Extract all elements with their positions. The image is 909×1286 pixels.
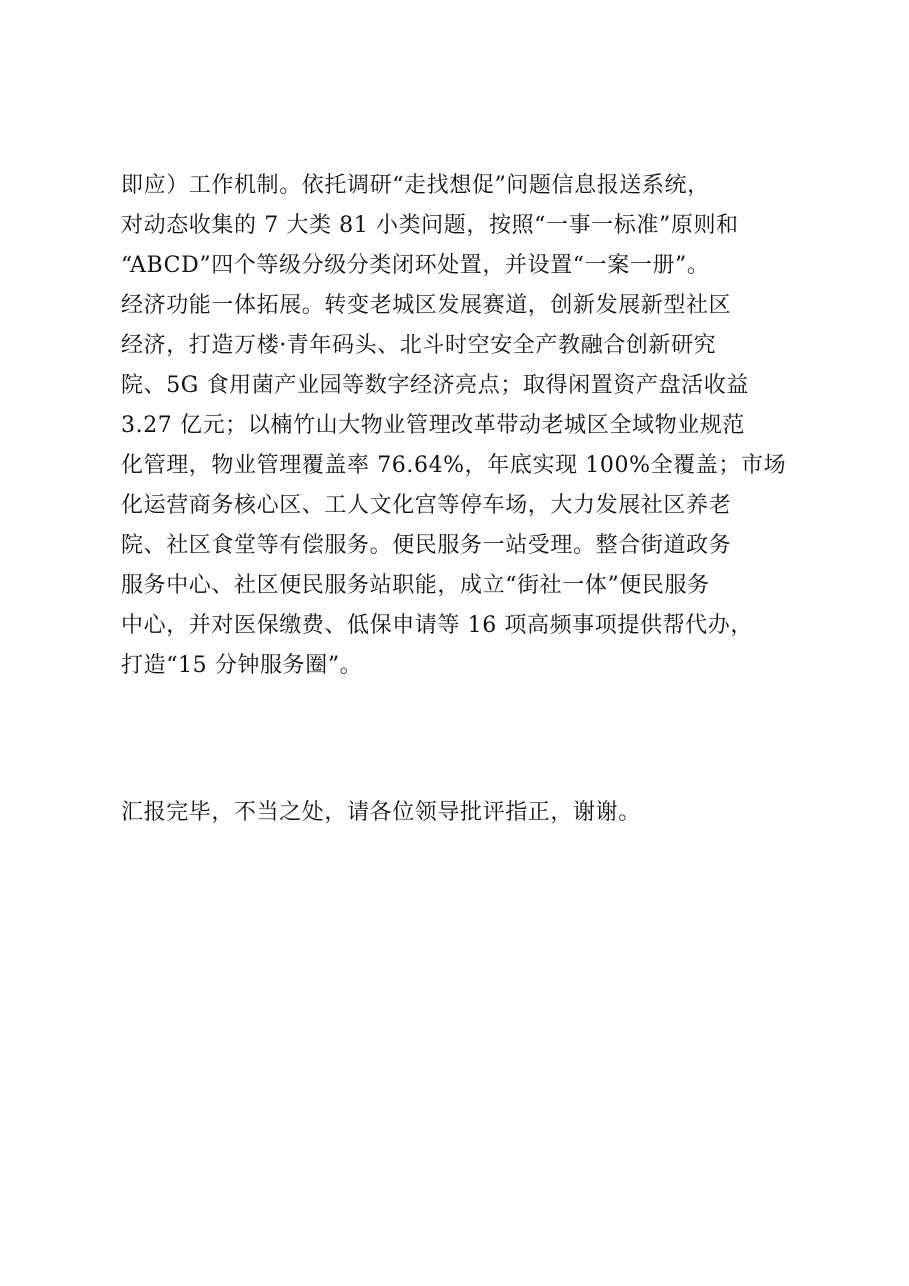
paragraph-line: 对动态收集的 7 大类 81 小类问题，按照“一事一标准”原则和 xyxy=(121,213,739,238)
paragraph-line: 打造“15 分钟服务圈”。 xyxy=(121,653,363,678)
paragraph-line: 院、社区食堂等有偿服务。便民服务一站受理。整合街道政务 xyxy=(121,533,732,558)
paragraph-line: 经济，打造万楼·青年码头、北斗时空安全产教融合创新研究 xyxy=(121,333,717,358)
paragraph-line: “ABCD”四个等级分级分类闭环处置，并设置“一案一册”。 xyxy=(121,253,710,278)
paragraph-line: 服务中心、社区便民服务站职能，成立“街社一体”便民服务 xyxy=(121,573,710,598)
closing-paragraph xyxy=(121,793,811,833)
paragraph-line: 中心，并对医保缴费、低保申请等 16 项高频事项提供帮代办， xyxy=(121,613,753,638)
paragraph-line: 即应）工作机制。依托调研“走找想促”问题信息报送系统， xyxy=(121,173,710,198)
paragraph-line: 院、5G 食用菌产业园等数字经济亮点；取得闲置资产盘活收益 xyxy=(121,373,749,398)
paragraph-line: 化管理，物业管理覆盖率 76.64%，年底实现 100%全覆盖；市场 xyxy=(121,453,787,478)
paragraph-line: 化运营商务核心区、工人文化宫等停车场，大力发展社区养老 xyxy=(121,493,732,518)
paragraph-line: 3.27 亿元；以楠竹山大物业管理改革带动老城区全域物业规范 xyxy=(121,413,745,438)
body-paragraph xyxy=(121,166,811,686)
paragraph-line: 经济功能一体拓展。转变老城区发展赛道，创新发展新型社区 xyxy=(121,293,732,318)
closing-line: 汇报完毕，不当之处，请各位领导批评指正，谢谢。 xyxy=(121,800,641,825)
